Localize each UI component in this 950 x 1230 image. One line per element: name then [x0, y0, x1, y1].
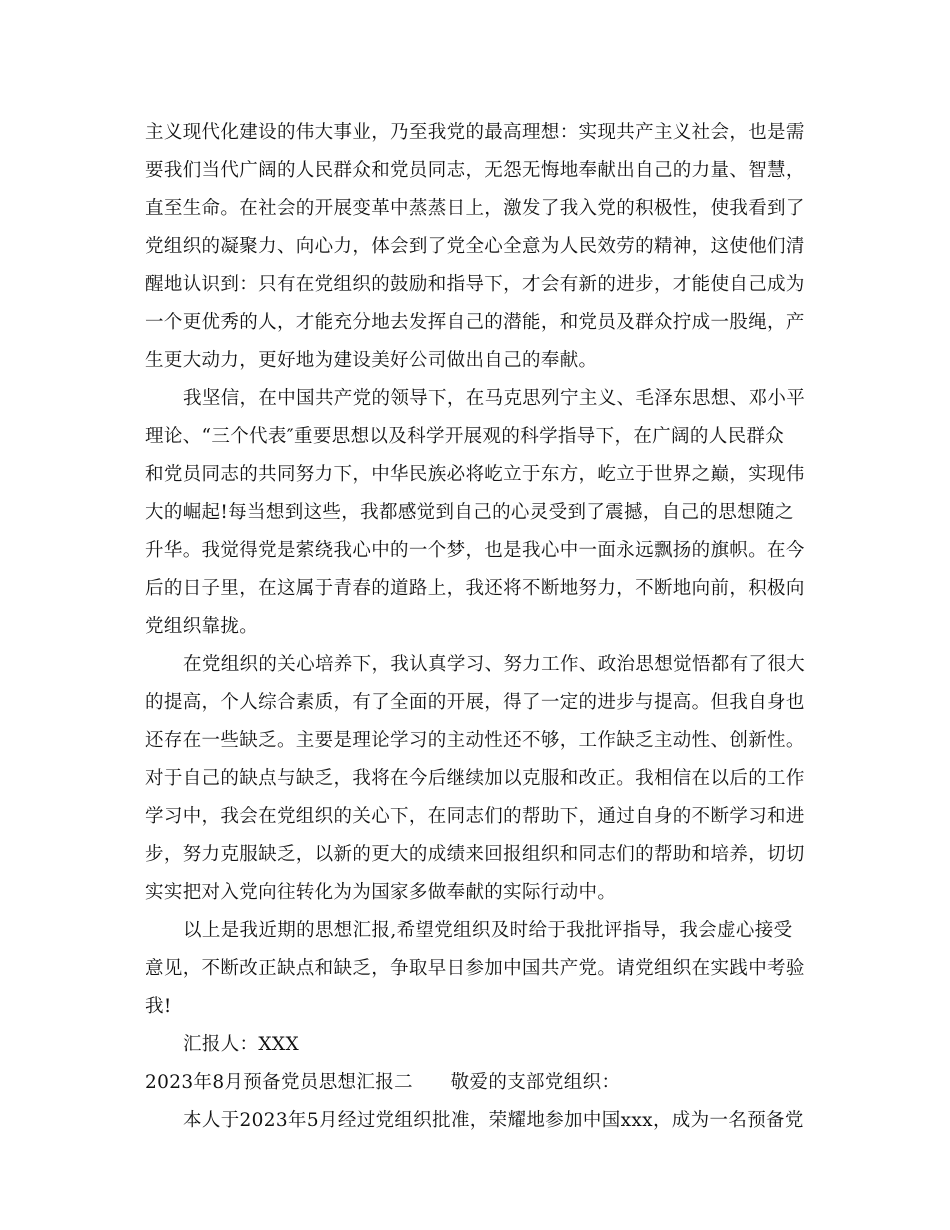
- paragraph-line: 实实把对入党向往转化为为国家多做奉献的实际行动中。: [145, 882, 617, 903]
- paragraph-line: 醒地认识到：只有在党组织的鼓励和指导下，才会有新的进步，才能使自己成为: [145, 274, 805, 295]
- paragraph-line: 升华。我觉得党是萦绕我心中的一个梦，也是我心中一面永远飘扬的旗帜。在今: [145, 540, 805, 561]
- paragraph-line: 步，努力克服缺乏，以新的更大的成绩来回报组织和同志们的帮助和培养，切切: [145, 844, 805, 865]
- paragraph-line: 还存在一些缺乏。主要是理论学习的主动性还不够，工作缺乏主动性、创新性。: [145, 730, 805, 751]
- paragraph-line: 党组织的凝聚力、向心力，体会到了党全心全意为人民效劳的精神，这使他们清: [145, 236, 805, 257]
- paragraph-line: 的提高，个人综合素质，有了全面的开展，得了一定的进步与提高。但我自身也: [145, 692, 805, 713]
- paragraph-line: 党组织靠拢。: [145, 616, 259, 637]
- reporter-signature: 汇报人：XXX: [183, 1034, 299, 1055]
- paragraph-line: 对于自己的缺点与缺乏，我将在今后继续加以克服和改正。我相信在以后的工作: [145, 768, 805, 789]
- paragraph-line: 以上是我近期的思想汇报,希望党组织及时给于我批评指导，我会虚心接受: [183, 920, 793, 941]
- paragraph-line: 我!: [145, 996, 172, 1017]
- paragraph-line: 和党员同志的共同努力下，中华民族必将屹立于东方，屹立于世界之巅，实现伟: [145, 464, 805, 485]
- paragraph-line: 我坚信，在中国共产党的领导下，在马克思列宁主义、毛泽东思想、邓小平: [183, 388, 806, 409]
- paragraph-line: 一个更优秀的人，才能充分地去发挥自己的潜能，和党员及群众拧成一股绳，产: [145, 312, 805, 333]
- paragraph-line: 在党组织的关心培养下，我认真学习、努力工作、政治思想觉悟都有了很大: [183, 654, 806, 675]
- paragraph-line: 后的日子里，在这属于青春的道路上，我还将不断地努力，不断地向前，积极向: [145, 578, 805, 599]
- paragraph-line: 大的崛起!每当想到这些，我都感觉到自己的心灵受到了震撼，自己的思想随之: [145, 502, 794, 523]
- paragraph-line: 生更大动力，更好地为建设美好公司做出自己的奉献。: [145, 350, 598, 371]
- paragraph-line: 学习中，我会在党组织的关心下，在同志们的帮助下，通过自身的不断学习和进: [145, 806, 805, 827]
- paragraph-line: 意见，不断改正缺点和缺乏，争取早日参加中国共产党。请党组织在实践中考验: [145, 958, 805, 979]
- paragraph-line: 主义现代化建设的伟大事业，乃至我党的最高理想：实现共产主义社会，也是需: [145, 122, 805, 143]
- paragraph-line: 理论、“三个代表″重要思想以及科学开展观的科学指导下，在广阔的人民群众: [145, 426, 785, 447]
- paragraph-line: 本人于2023年5月经过党组织批准，荣耀地参加中国xxx，成为一名预备党: [183, 1110, 804, 1131]
- paragraph-line: 要我们当代广阔的人民群众和党员同志，无怨无悔地奉献出自己的力量、智慧，: [145, 160, 805, 181]
- section-heading: 2023年8月预备党员思想汇报二 敬爱的支部党组织：: [145, 1072, 621, 1093]
- paragraph-line: 直至生命。在社会的开展变革中蒸蒸日上，激发了我入党的积极性，使我看到了: [145, 198, 805, 219]
